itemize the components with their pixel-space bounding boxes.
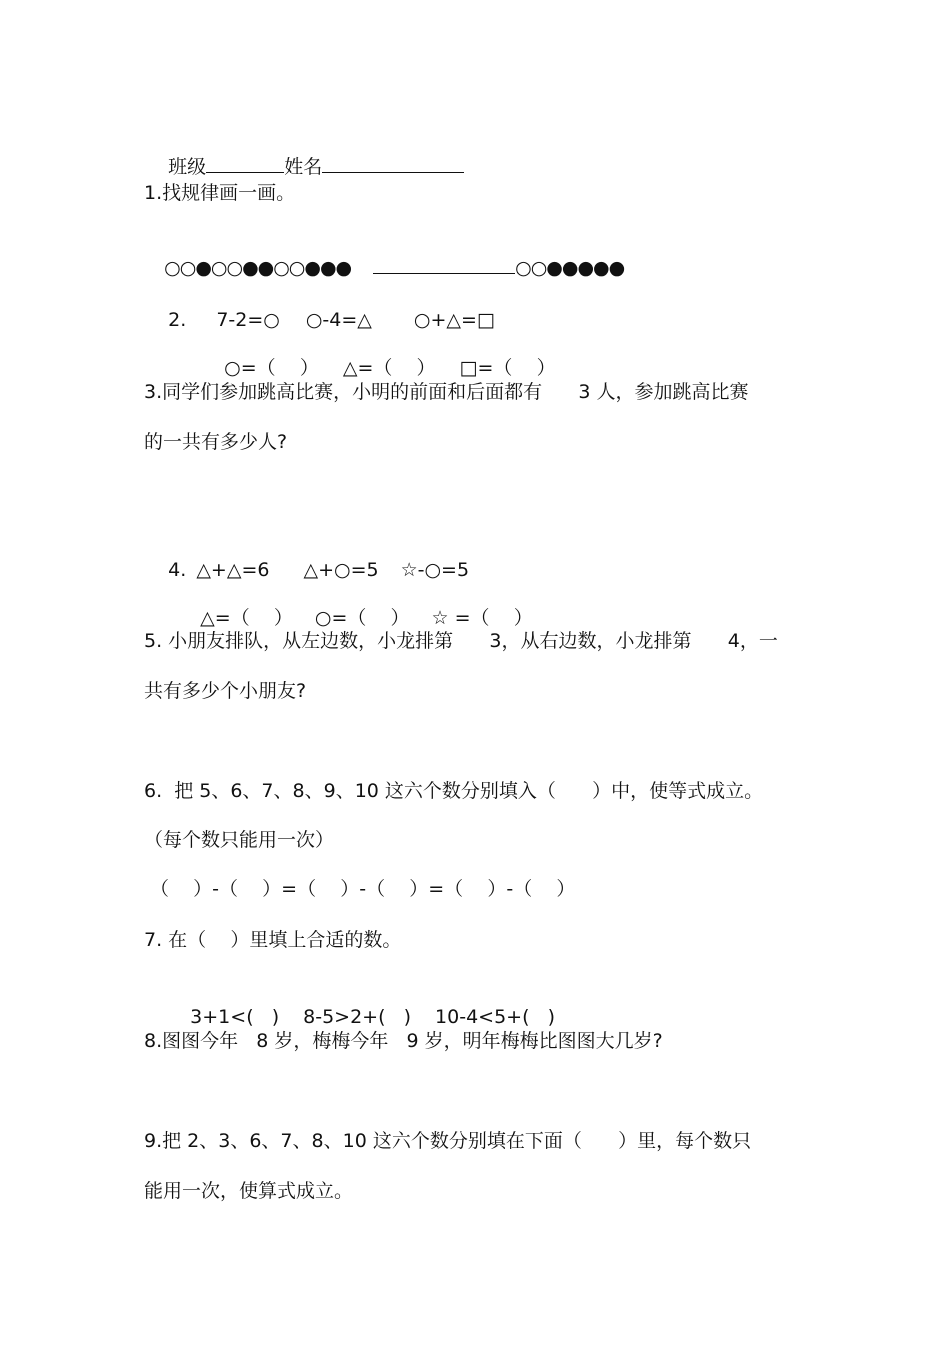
q4-ans3: ☆ =（ ） <box>431 607 533 629</box>
q7-line1: 7. 在（ ）里填上合适的数。 <box>144 929 402 951</box>
q2-eq3: ○+△=□ <box>413 309 495 331</box>
name-blank <box>322 154 464 173</box>
q2-ans3: □=（ ） <box>459 357 556 379</box>
q2-num: 2. <box>168 309 187 331</box>
q4-eq2: △+○=5 <box>303 559 379 581</box>
class-label: 班级 <box>168 156 207 178</box>
q4-num: 4. <box>168 559 187 581</box>
q2-eq1: 7-2=○ <box>216 309 280 331</box>
q4-eq3: ☆-○=5 <box>400 559 470 581</box>
q2-ans2: △=（ ） <box>342 357 436 379</box>
q2-ans1: ○=（ ） <box>224 357 319 379</box>
q2-eq2: ○-4=△ <box>305 309 372 331</box>
q5-line2: 共有多少个小朋友? <box>144 680 307 702</box>
q1-pattern-blank <box>373 255 515 274</box>
q8-line1: 8.图图今年 8 岁，梅梅今年 9 岁，明年梅梅比图图大几岁? <box>144 1030 663 1052</box>
q7-eq2: 8-5>2+( ) <box>303 1006 412 1028</box>
q7-eq1: 3+1<( ) <box>190 1006 280 1028</box>
q5-line1: 5. 小朋友排队，从左边数，小龙排第 3，从右边数，小龙排第 4，一 <box>144 630 778 652</box>
q6-blanks: （ ）-（ ）=（ ）-（ ）=（ ）-（ ） <box>150 878 576 900</box>
q1-pattern-left: ○○●○○●●○○●●● <box>164 257 352 279</box>
q4-ans2: ○=（ ） <box>314 607 410 629</box>
q6-line1: 6. 把 5、6、7、8、9、10 这六个数分别填入（ ）中，使等式成立。 <box>144 780 764 802</box>
q9-line2: 能用一次，使算式成立。 <box>144 1180 354 1202</box>
q7-eq3: 10-4<5+( ) <box>435 1006 556 1028</box>
q1-pattern-right: ○○●●●●● <box>515 257 625 279</box>
q3-line1: 3.同学们参加跳高比赛，小明的前面和后面都有 3 人，参加跳高比赛 <box>144 381 749 403</box>
class-blank <box>206 154 284 173</box>
name-label: 姓名 <box>284 156 323 178</box>
q6-line2: （每个数只能用一次） <box>144 829 335 851</box>
q4-eq1: △+△=6 <box>196 559 270 581</box>
q3-line2: 的一共有多少人? <box>144 431 288 453</box>
q4-ans1: △=（ ） <box>200 607 293 629</box>
q1-title: 1.找规律画一画。 <box>144 182 296 204</box>
q9-line1: 9.把 2、3、6、7、8、10 这六个数分别填在下面（ ）里，每个数只 <box>144 1130 752 1152</box>
